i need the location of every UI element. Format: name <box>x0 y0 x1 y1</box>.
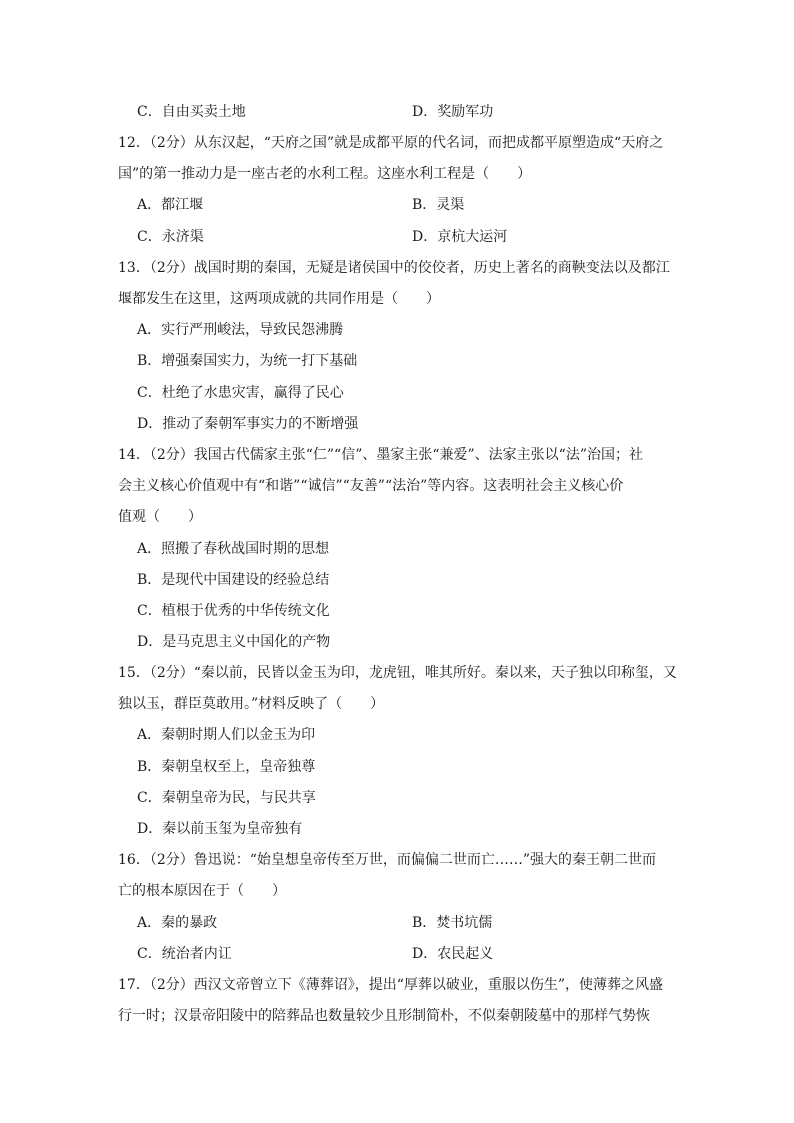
q16-option-a: A．秦的暴政 <box>137 915 218 931</box>
q16-stem-line-2: 亡的根本原因在于（ ） <box>118 883 286 899</box>
q12-stem-line-1: 12．（2分）从东汉起，“天府之国”就是成都平原的代名词，而把成都平原塑造成“天府之 <box>118 135 664 151</box>
q16-option-b: B．焚书坑儒 <box>412 915 493 931</box>
q15-option-c: C．秦朝皇帝为民，与民共享 <box>137 790 316 806</box>
q15-stem-line-2: 独以玉，群臣莫敢用。”材料反映了（ ） <box>118 696 385 712</box>
q12-option-d: D．京杭大运河 <box>412 229 508 245</box>
q14-stem-line-3: 值观（ ） <box>118 509 202 525</box>
q14-option-c: C．植根于优秀的中华传统文化 <box>137 603 330 619</box>
q16-stem-line-1: 16．（2分）鲁迅说：“始皇想皇帝传至万世，而偏偏二世而亡……”强大的秦王朝二世而 <box>118 852 657 868</box>
q14-stem-line-1: 14．（2分）我国古代儒家主张“仁”“信”、墨家主张“兼爱”、法家主张以“法”治国；社 <box>118 447 643 463</box>
q14-stem-line-2: 会主义核心价值观中有“和谐”“诚信”“友善”“法治”等内容。这表明社会主义核心价 <box>118 478 624 494</box>
q13-option-a: A．实行严刑峻法，导致民怨沸腾 <box>137 322 344 338</box>
q15-stem-line-1: 15．（2分）“秦以前，民皆以金玉为印，龙虎钮，唯其所好。秦以来，天子独以印称玺，又 <box>118 665 677 681</box>
q11-option-d: D．奖励军功 <box>412 104 494 120</box>
q16-option-c: C．统治者内讧 <box>137 946 232 962</box>
q17-stem-line-1: 17．（2分）西汉文帝曾立下《薄葬诏》，提出“厚葬以破业，重服以伤生”，使薄葬之风盛 <box>118 977 664 993</box>
q12-option-c: C．永济渠 <box>137 229 204 245</box>
q14-option-a: A．照搬了春秋战国时期的思想 <box>137 541 330 557</box>
q12-option-b: B．灵渠 <box>412 197 465 213</box>
q13-option-b: B．增强秦国实力，为统一打下基础 <box>137 353 358 369</box>
q16-option-d: D．农民起义 <box>412 946 494 962</box>
q15-option-b: B．秦朝皇权至上，皇帝独尊 <box>137 759 316 775</box>
q12-option-a: A．都江堰 <box>137 197 204 213</box>
q14-option-b: B．是现代中国建设的经验总结 <box>137 572 330 588</box>
q13-option-c: C．杜绝了水患灾害，赢得了民心 <box>137 385 344 401</box>
q15-option-d: D．秦以前玉玺为皇帝独有 <box>137 821 303 837</box>
q14-option-d: D．是马克思主义中国化的产物 <box>137 634 331 650</box>
q12-stem-line-2: 国”的第一推动力是一座古老的水利工程。这座水利工程是（ ） <box>118 166 532 182</box>
q13-stem-line-2: 堰都发生在这里，这两项成就的共同作用是（ ） <box>118 291 440 307</box>
q15-option-a: A．秦朝时期人们以金玉为印 <box>137 727 316 743</box>
q17-stem-line-2: 行一时；汉景帝阳陵中的陪葬品也数量较少且形制简朴，不似秦朝陵墓中的那样气势恢 <box>118 1008 650 1024</box>
q11-option-c: C．自由买卖土地 <box>137 104 246 120</box>
q13-option-d: D．推动了秦朝军事实力的不断增强 <box>137 416 359 432</box>
q13-stem-line-1: 13．（2分）战国时期的秦国，无疑是诸侯国中的佼佼者，历史上著名的商鞅变法以及都江 <box>118 260 670 276</box>
